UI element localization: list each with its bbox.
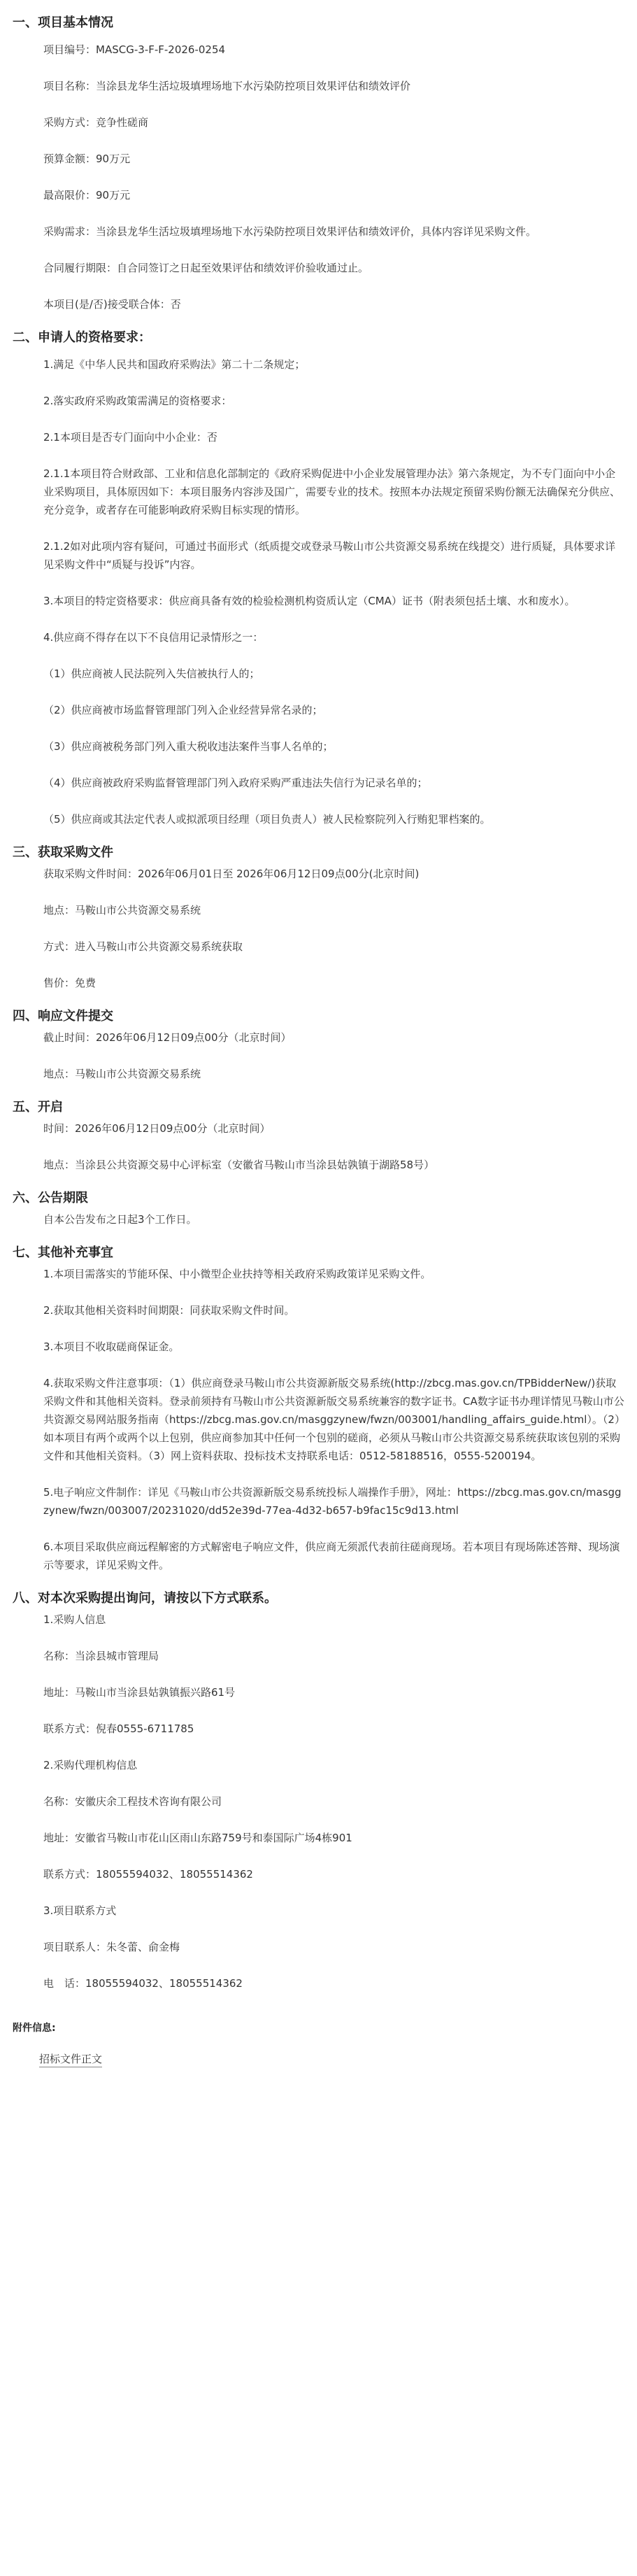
qualification-item: （4）供应商被政府采购监督管理部门列入政府采购严重违法失信行为记录名单的； <box>43 777 428 789</box>
procurement-method: 采购方式：竞争性磋商 <box>43 116 149 129</box>
section-project-info <box>13 14 624 313</box>
contact-item: 联系方式：倪春0555-6711785 <box>43 1722 194 1735</box>
section-title: 一、项目基本情况 <box>13 15 113 30</box>
contract-period: 合同履行期限：自合同签订之日起至效果评估和绩效评价验收通过止。 <box>43 262 369 274</box>
section-submit-response <box>13 1007 624 1083</box>
section-title: 五、开启 <box>13 1100 63 1114</box>
section-contacts <box>13 1590 624 1993</box>
contact-item: 联系方式：18055594032、18055514362 <box>43 1868 253 1881</box>
project-number: 项目编号：MASCG-3-F-F-2026-0254 <box>43 43 226 56</box>
submit-deadline: 截止时间：2026年06月12日09点00分（北京时间） <box>43 1031 292 1044</box>
contact-item: 名称：当涂县城市管理局 <box>43 1650 159 1662</box>
other-item: 6.本项目采取供应商远程解密的方式解密电子响应文件，供应商无须派代表前往磋商现场。若本项目有现场陈述答辩、现场演示等要求，详见采购文件。 <box>43 1541 620 1571</box>
qualification-item: 1.满足《中华人民共和国政府采购法》第二十二条规定； <box>43 358 306 371</box>
section-obtain-documents <box>13 844 624 992</box>
qualification-item: 2.1.1本项目符合财政部、工业和信息化部制定的《政府采购促进中小企业发展管理办法》第六条规定，为不专门面向中小企业采购项目，具体原因如下：本项目服务内容涉及国广，需要专业的技术。按照本办法规定预留采购份额无法确保充分供应、充分竞争，或者存在可能影响政府采购目标实现的情形。 <box>43 467 621 516</box>
section-title: 二、申请人的资格要求： <box>13 330 151 345</box>
qualification-item: （1）供应商被人民法院列入失信被执行人的； <box>43 667 260 680</box>
obtain-time: 获取采购文件时间：2026年06月01日至 2026年06月12日09点00分(北京时间) <box>43 868 420 880</box>
qualification-item: 2.1.2如对此项内容有疑问，可通过书面形式（纸质提交或登录马鞍山市公共资源交易系统在线提交）进行质疑，具体要求详见采购文件中“质疑与投诉”内容。 <box>43 540 616 571</box>
document-price: 售价：免费 <box>43 977 96 989</box>
qualification-item: （3）供应商被税务部门列入重大税收违法案件当事人名单的； <box>43 740 334 753</box>
obtain-method: 方式：进入马鞍山市公共资源交易系统获取 <box>43 940 243 953</box>
procurement-requirement: 采购需求：当涂县龙华生活垃圾填埋场地下水污染防控项目效果评估和绩效评价，具体内容详见采购文件。 <box>43 225 537 238</box>
attachment-link[interactable]: 招标文件正文 <box>39 2051 102 2067</box>
contact-heading: 2.采购代理机构信息 <box>43 1759 138 1771</box>
qualification-item: （5）供应商或其法定代表人或拟派项目经理（项目负责人）被人民检察院列入行贿犯罪档案的。 <box>43 813 491 826</box>
consortium-accepted: 本项目(是/否)接受联合体：否 <box>43 298 181 311</box>
section-notice-period <box>13 1189 624 1229</box>
section-title: 七、其他补充事宜 <box>13 1245 113 1260</box>
max-price: 最高限价：90万元 <box>43 189 131 201</box>
opening-time: 时间：2026年06月12日09点00分（北京时间） <box>43 1122 271 1135</box>
section-title: 三、获取采购文件 <box>13 845 113 860</box>
contact-item: 地址：安徽省马鞍山市花山区雨山东路759号和泰国际广场4栋901 <box>43 1832 352 1844</box>
attachments-label: 附件信息: <box>13 2023 56 2034</box>
section-title: 六、公告期限 <box>13 1191 88 1205</box>
contact-item: 电 话：18055594032、18055514362 <box>43 1977 243 1990</box>
opening-location: 地点：当涂县公共资源交易中心评标室（安徽省马鞍山市当涂县姑孰镇于湖路58号） <box>43 1159 435 1171</box>
qualification-item: 3.本项目的特定资格要求：供应商具备有效的检验检测机构资质认定（CMA）证书（附表须包括土壤、水和废水）。 <box>43 595 575 607</box>
contact-item: 地址：马鞍山市当涂县姑孰镇振兴路61号 <box>43 1686 236 1699</box>
qualification-item: 2.1本项目是否专门面向中小企业：否 <box>43 431 217 444</box>
section-other-matters <box>13 1244 624 1574</box>
obtain-location: 地点：马鞍山市公共资源交易系统 <box>43 904 201 917</box>
other-item: 3.本项目不收取磋商保证金。 <box>43 1340 180 1353</box>
other-item: 1.本项目需落实的节能环保、中小微型企业扶持等相关政府采购政策详见采购文件。 <box>43 1268 431 1280</box>
budget-amount: 预算金额：90万元 <box>43 153 131 165</box>
section-qualifications <box>13 329 624 828</box>
attachments <box>13 2021 624 2067</box>
other-item: 5.电子响应文件制作：详见《马鞍山市公共资源新版交易系统投标人端操作手册》，网址：https://zbcg.mas.gov.cn/masggzynew/fwzn/003007/20231020/dd52e39d-77ea-4d32-b657-b9fac15c9d13.html <box>43 1486 622 1517</box>
contact-heading: 3.项目联系方式 <box>43 1904 117 1917</box>
section-title: 四、响应文件提交 <box>13 1009 113 1024</box>
notice-period: 自本公告发布之日起3个工作日。 <box>43 1213 197 1226</box>
contact-item: 名称：安徽庆余工程技术咨询有限公司 <box>43 1795 222 1808</box>
qualification-item: 4.供应商不得存在以下不良信用记录情形之一： <box>43 631 264 644</box>
other-item: 2.获取其他相关资料时间期限：同获取采购文件时间。 <box>43 1304 295 1317</box>
qualification-item: 2.落实政府采购政策需满足的资格要求： <box>43 395 232 407</box>
contact-heading: 1.采购人信息 <box>43 1613 106 1626</box>
other-item: 4.获取采购文件注意事项：（1）供应商登录马鞍山市公共资源新版交易系统(http://zbcg.mas.gov.cn/TPBidderNew/)获取采购文件和其他相关资料。登录前须持有马鞍山市公共资源新版交易系统兼容的数字证书。CA数字证书办理详情见马鞍山市公共资源交易网站服务指南（https://zbcg.mas.gov.cn/masggzynew/fwzn/003001/handling_affairs_guide.html）。（2）如本项目有两个或两个以上包别，供应商参加其中任何一个包别的磋商，必须从马鞍山市公共资源交易系统获取该包别的采购文件和其他相关资料。（3）网上资料获取、投标技术支持联系电话：0512-58188516，0555-5200194。 <box>43 1377 624 1462</box>
project-name: 项目名称：当涂县龙华生活垃圾填埋场地下水污染防控项目效果评估和绩效评价 <box>43 80 411 92</box>
qualification-item: （2）供应商被市场监督管理部门列入企业经营异常名录的； <box>43 704 323 716</box>
submit-location: 地点：马鞍山市公共资源交易系统 <box>43 1068 201 1080</box>
contact-item: 项目联系人：朱冬蕾、俞金梅 <box>43 1941 180 1953</box>
section-opening <box>13 1098 624 1174</box>
section-title: 八、对本次采购提出询问，请按以下方式联系。 <box>13 1591 277 1606</box>
